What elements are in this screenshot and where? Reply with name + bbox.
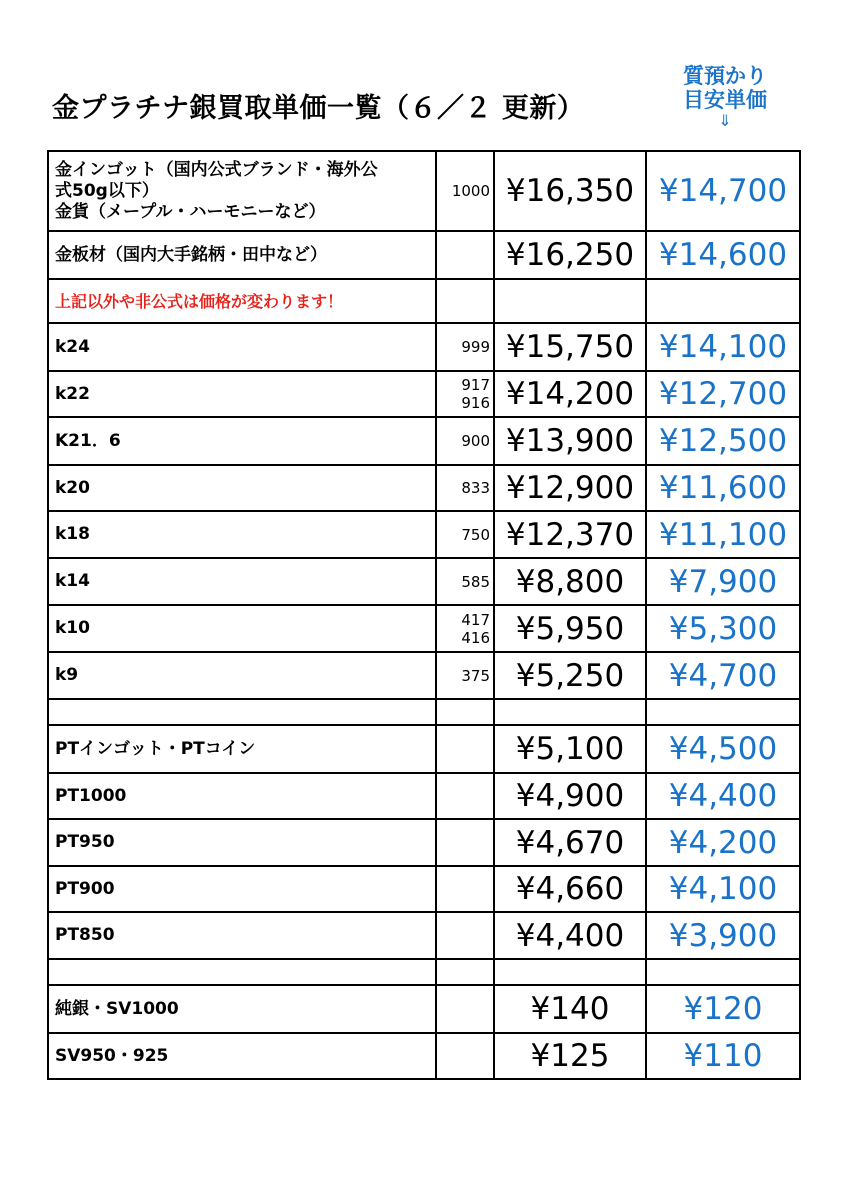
purity: 375	[436, 652, 494, 699]
purity: 1000	[436, 151, 494, 231]
table-row	[48, 151, 800, 231]
purity: 833	[436, 465, 494, 511]
table-row	[48, 558, 800, 605]
buy-price: ¥125	[494, 1033, 646, 1079]
table-row	[48, 371, 800, 417]
table-row	[48, 231, 800, 279]
buy-price: ¥12,900	[494, 465, 646, 511]
item-name: k18	[48, 511, 436, 558]
item-name: PT900	[48, 866, 436, 912]
buy-price: ¥4,400	[494, 912, 646, 959]
buy-price: ¥5,250	[494, 652, 646, 699]
table-row	[48, 773, 800, 819]
down-arrow-icon: ⇓	[718, 111, 732, 130]
buy-price: ¥5,100	[494, 725, 646, 773]
buy-price: ¥8,800	[494, 558, 646, 605]
item-name: k10	[48, 605, 436, 652]
purity: 417 416	[436, 605, 494, 652]
page-title: 金プラチナ銀買取単価一覧（６／２ 更新）	[52, 93, 585, 124]
item-name: k9	[48, 652, 436, 699]
purity: 750	[436, 511, 494, 558]
pawn-price: ¥4,200	[646, 819, 800, 866]
pawn-price: ¥4,400	[646, 773, 800, 819]
buy-price: ¥12,370	[494, 511, 646, 558]
table-row	[48, 465, 800, 511]
purity	[436, 725, 494, 773]
pawn-price: ¥110	[646, 1033, 800, 1079]
purity: 900	[436, 417, 494, 465]
purity	[436, 819, 494, 866]
buy-price: ¥140	[494, 985, 646, 1033]
purity: 585	[436, 558, 494, 605]
item-name: 純銀・SV1000	[48, 985, 436, 1033]
purity: 917 916	[436, 371, 494, 417]
table-row	[48, 323, 800, 371]
purity	[436, 231, 494, 279]
buy-price: ¥15,750	[494, 323, 646, 371]
item-name: PT950	[48, 819, 436, 866]
pawn-price: ¥5,300	[646, 605, 800, 652]
pawn-price: ¥120	[646, 985, 800, 1033]
pawn-price: ¥4,100	[646, 866, 800, 912]
notice-text: 上記以外や非公式は価格が変わります！	[48, 279, 436, 323]
purity: 999	[436, 323, 494, 371]
pawn-price: ¥14,100	[646, 323, 800, 371]
notice-row	[48, 279, 800, 323]
buy-price: ¥4,900	[494, 773, 646, 819]
buy-price: ¥14,200	[494, 371, 646, 417]
item-name: PT1000	[48, 773, 436, 819]
purity	[436, 1033, 494, 1079]
buy-price: ¥4,660	[494, 866, 646, 912]
item-name: k24	[48, 323, 436, 371]
pawn-price: ¥11,600	[646, 465, 800, 511]
item-name: K21．6	[48, 417, 436, 465]
pawn-price: ¥4,500	[646, 725, 800, 773]
pawn-price: ¥12,500	[646, 417, 800, 465]
table-row	[48, 1033, 800, 1079]
pawn-price: ¥3,900	[646, 912, 800, 959]
buy-price: ¥13,900	[494, 417, 646, 465]
pawn-price: ¥14,600	[646, 231, 800, 279]
buy-price: ¥4,670	[494, 819, 646, 866]
table-row	[48, 511, 800, 558]
pawn-price: ¥12,700	[646, 371, 800, 417]
purity	[436, 773, 494, 819]
table-row	[48, 819, 800, 866]
item-name: PT850	[48, 912, 436, 959]
price-table	[47, 150, 801, 1080]
purity	[436, 912, 494, 959]
table-row	[48, 652, 800, 699]
table-row	[48, 985, 800, 1033]
buy-price: ¥5,950	[494, 605, 646, 652]
item-name: SV950・925	[48, 1033, 436, 1079]
item-name: 金インゴット（国内公式ブランド・海外公 式50g以下） 金貨（メープル・ハーモニーなど）	[48, 151, 436, 231]
spacer-row	[48, 699, 800, 725]
pawn-price: ¥7,900	[646, 558, 800, 605]
purity	[436, 985, 494, 1033]
purity	[436, 866, 494, 912]
table-row	[48, 417, 800, 465]
pawn-header-line1: 質預かり	[683, 64, 767, 88]
item-name: k20	[48, 465, 436, 511]
item-name: PTインゴット・PTコイン	[48, 725, 436, 773]
item-name: k14	[48, 558, 436, 605]
pawn-price: ¥14,700	[646, 151, 800, 231]
table-row	[48, 866, 800, 912]
item-name: 金板材（国内大手銘柄・田中など）	[48, 231, 436, 279]
spacer-row	[48, 959, 800, 985]
table-row	[48, 605, 800, 652]
item-name: k22	[48, 371, 436, 417]
pawn-price: ¥11,100	[646, 511, 800, 558]
pawn-header-line2: 目安単価	[683, 88, 767, 112]
table-row	[48, 912, 800, 959]
table-row	[48, 725, 800, 773]
buy-price: ¥16,350	[494, 151, 646, 231]
pawn-price: ¥4,700	[646, 652, 800, 699]
pawn-price-header	[652, 64, 798, 130]
buy-price: ¥16,250	[494, 231, 646, 279]
